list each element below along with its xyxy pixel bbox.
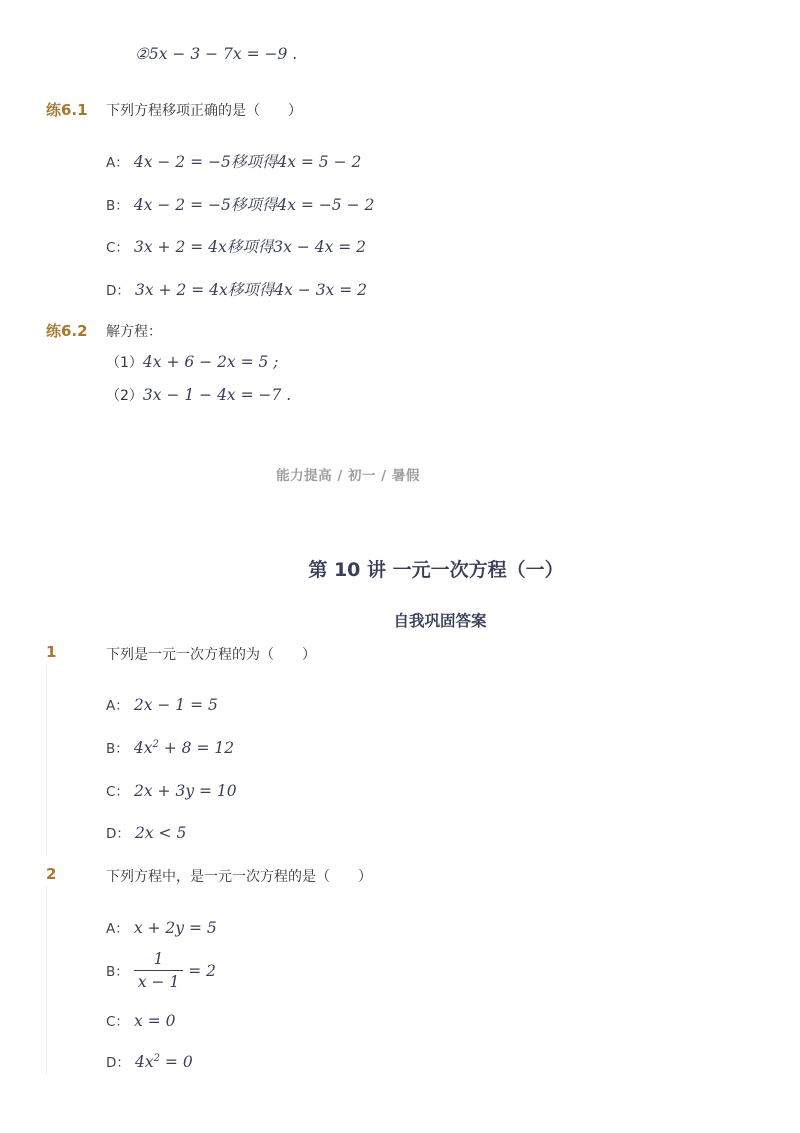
question-number: 2 [46,865,57,883]
option-c [106,1010,175,1030]
option-c [106,780,237,800]
option-letter: A： [106,698,129,714]
option-text: x = 0 [134,1012,176,1030]
sub-question-equation: 4x + 6 − 2x = 5 ; [142,353,279,371]
option-a [106,694,218,714]
option-letter: A： [106,921,129,937]
option-letter: B： [106,741,129,757]
sub-question-equation: 3x − 1 − 4x = −7 . [142,386,292,404]
option-d [106,822,186,842]
option-a [106,150,361,172]
question-text: 下列方程移项正确的是（ ） [106,103,302,119]
option-a [106,917,217,937]
sub-question-2 [106,385,291,405]
option-text: $4x^2 + 8 = 12$ [133,738,235,757]
option-letter: D： [106,283,130,299]
page-title: 第 10 讲 一元一次方程（一） [308,559,564,581]
option-text: 2x + 3y = 10 [134,782,237,800]
option-letter: C： [106,784,129,800]
option-text: $4x^2 = 0$ [135,1052,193,1071]
question-number: 1 [46,643,57,661]
side-rule [46,886,47,1076]
fraction: $\frac{1}{x - 1}$ [134,950,183,991]
sub-question-number: （2） [106,388,143,404]
page-footer: 能力提高 / 初一 / 暑假 [276,468,420,484]
option-text: 4x − 2 = −5移项得4x = −5 − 2 [133,196,375,214]
option-text: 4x − 2 = −5移项得4x = 5 − 2 [133,153,362,171]
sub-question-number: （1） [106,355,143,371]
option-b [106,950,216,991]
option-text: 2x < 5 [135,824,187,842]
exercise-label: 练6.1 [46,101,88,119]
option-letter: C： [106,1014,129,1030]
option-text: 2x − 1 = 5 [133,696,218,714]
option-letter: D： [106,1055,130,1071]
question-text: 解方程： [106,324,162,340]
option-text: $\frac{1}{x - 1}$ = 2 [134,961,216,979]
question-text: 下列方程中，是一元一次方程的是（ ） [106,869,372,885]
option-b [106,737,234,757]
option-b [106,193,374,215]
option-letter: B： [106,198,129,214]
option-c [106,235,366,257]
option-text: 3x + 2 = 4x移项得4x − 3x = 2 [135,281,368,299]
option-text: x + 2y = 5 [133,919,217,937]
option-d [106,1051,193,1071]
exercise-label: 练6.2 [46,322,88,340]
sub-question-1 [106,352,279,372]
option-letter: B： [106,964,129,980]
option-letter: D： [106,826,130,842]
option-text: 3x + 2 = 4x移项得3x − 4x = 2 [134,238,367,256]
side-rule [46,664,47,854]
option-letter: A： [106,155,129,171]
question-text: 下列是一元一次方程的为（ ） [106,647,316,663]
section-subtitle: 自我巩固答案 [393,612,487,630]
equation-line: ②5x − 3 − 7x = −9 . [135,45,298,63]
option-letter: C： [106,240,129,256]
option-d [106,278,367,300]
